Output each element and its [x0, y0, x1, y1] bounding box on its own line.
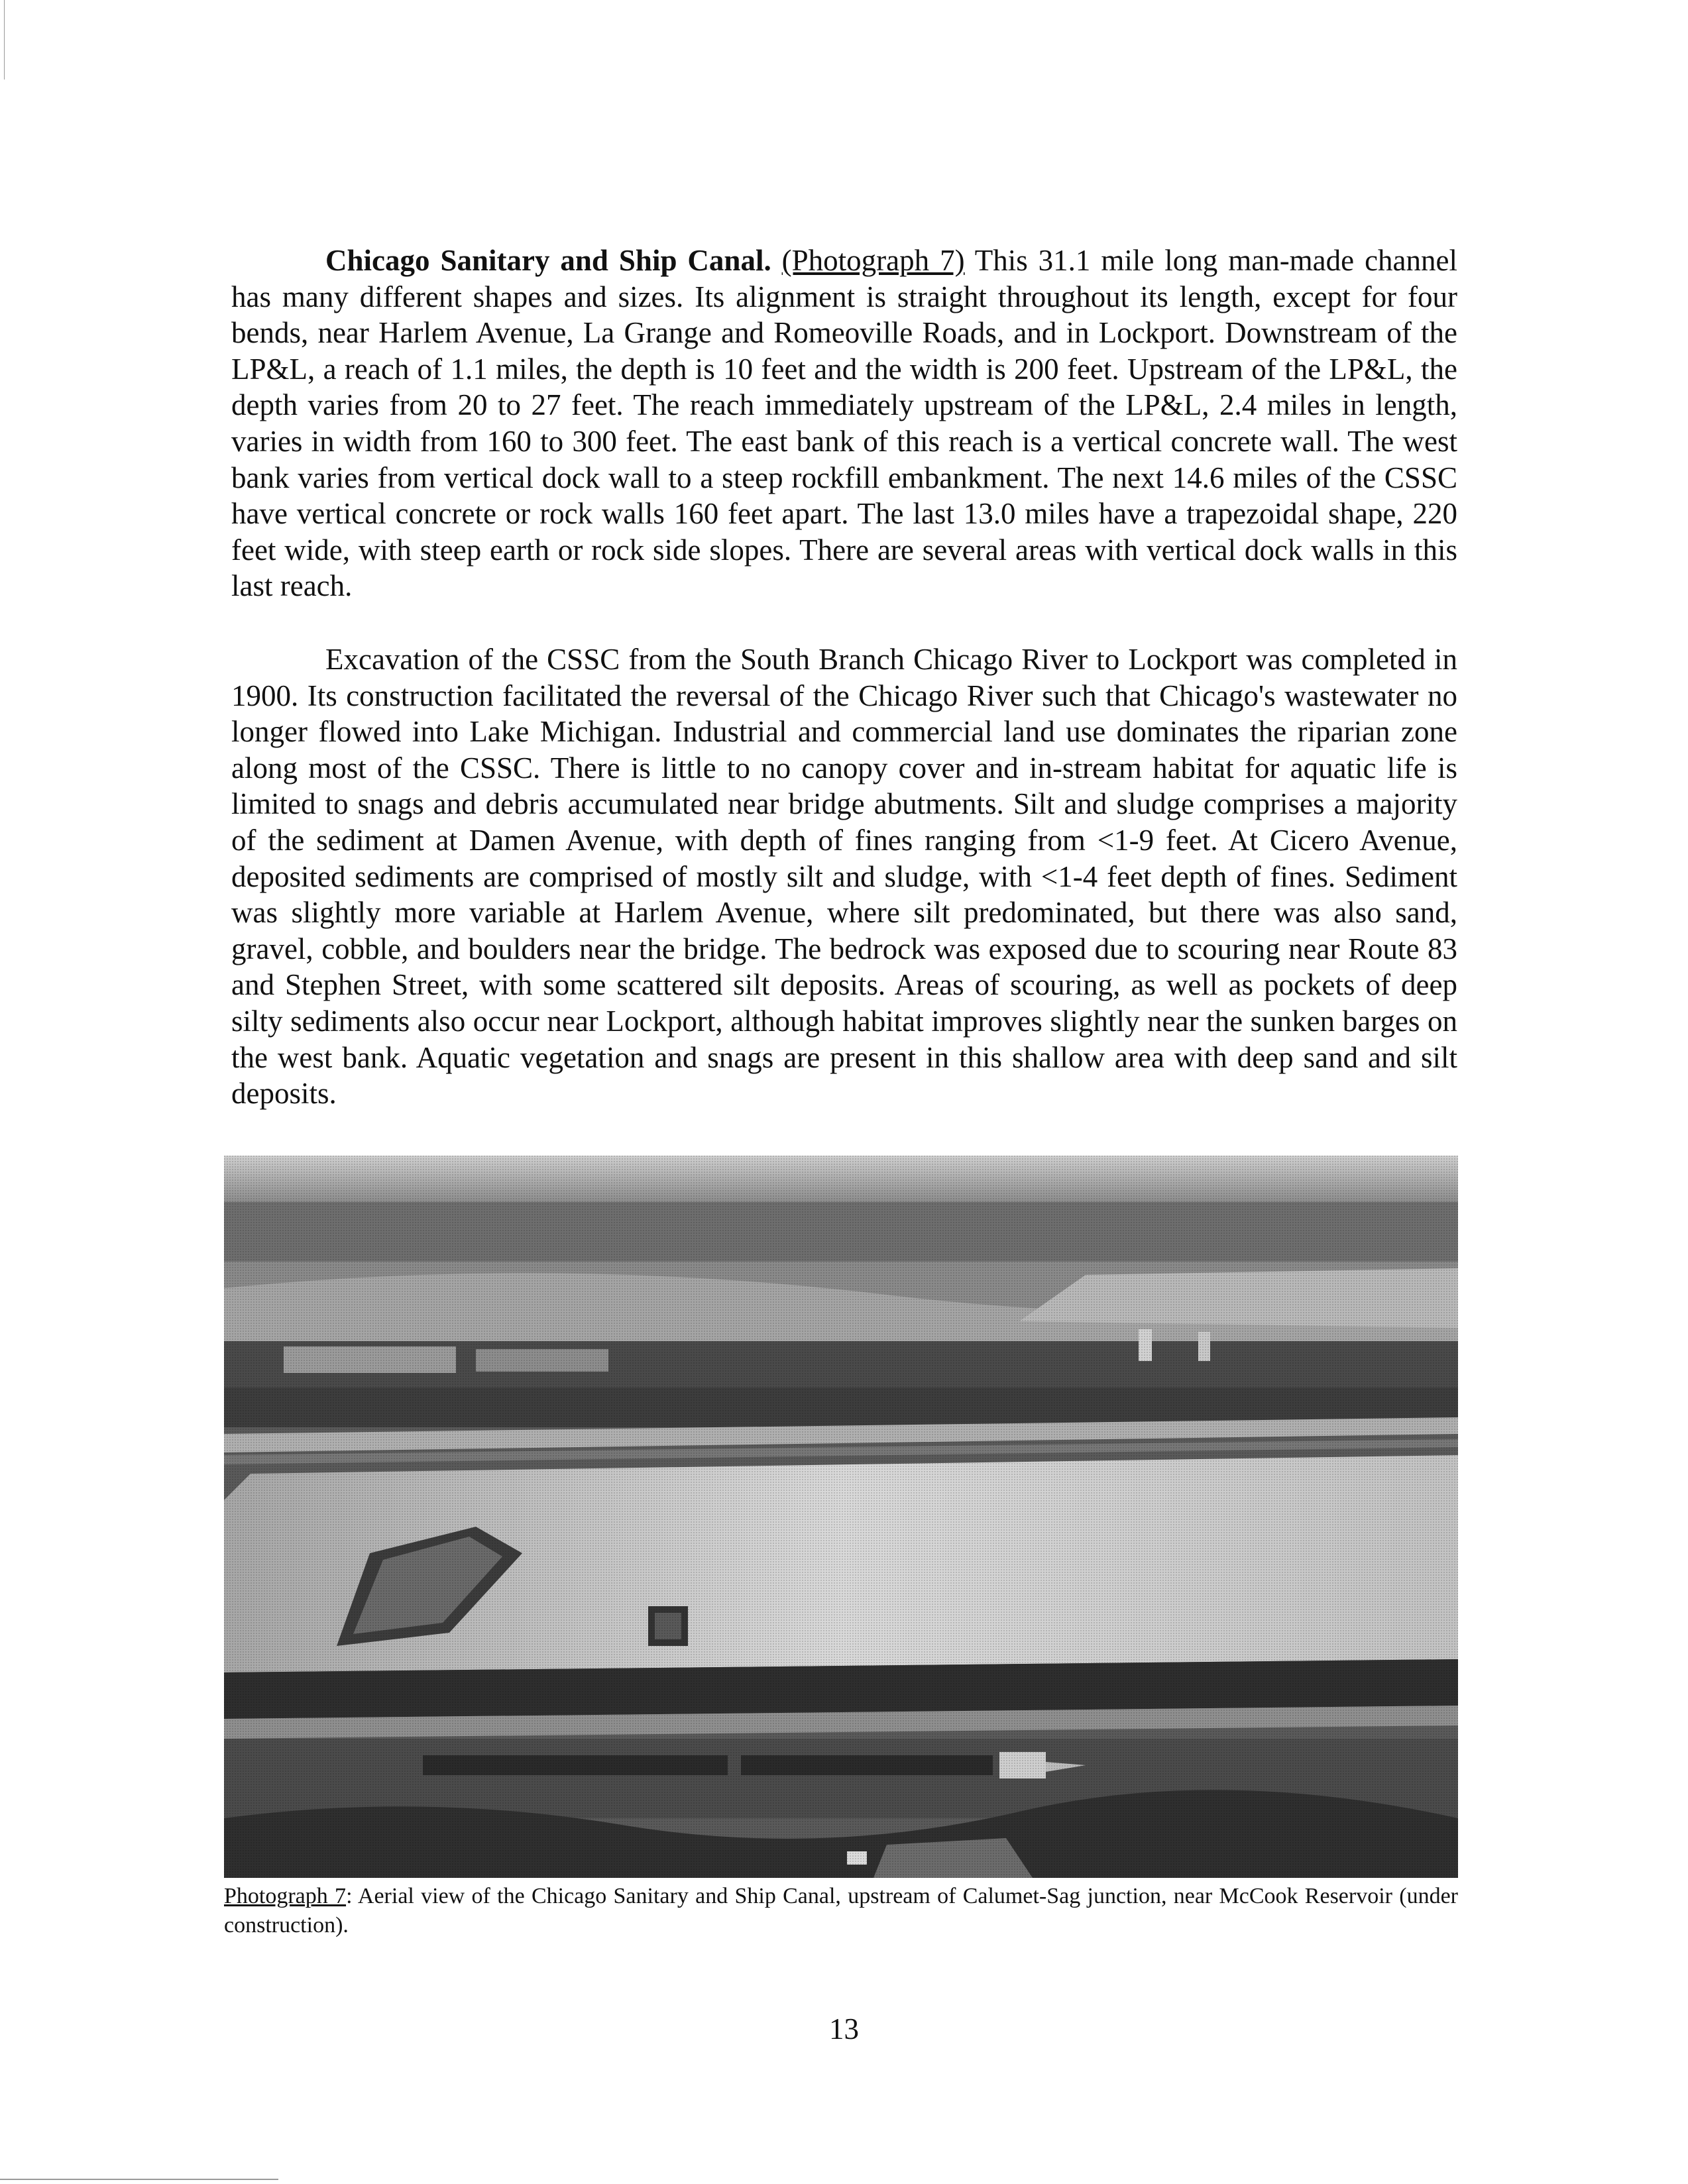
- aerial-photo-image: [224, 1156, 1458, 1878]
- photograph-caption: [224, 1882, 1458, 1940]
- caption-label-link[interactable]: Photograph 7: [224, 1884, 347, 1908]
- paragraph-excavation-history: [231, 641, 1457, 1112]
- caption-text: : Aerial view of the Chicago Sanitary and Ship Canal, upstream of Calumet-Sag junction, near McCook Reservoir (under construction).: [224, 1884, 1458, 1938]
- photograph-7-reference-link[interactable]: (Photograph 7): [781, 244, 965, 277]
- scan-artifact-left-line: [4, 0, 5, 80]
- paragraph-1-text: [231, 243, 1457, 604]
- scan-artifact-bottom-line: [0, 2179, 278, 2180]
- section-heading: Chicago Sanitary and Ship Canal.: [325, 244, 771, 277]
- aerial-photograph: [224, 1156, 1458, 1878]
- paragraph-2-text: Excavation of the CSSC from the South Branch Chicago River to Lockport was completed in 1900. Its construction facilitated the reversal of the Chicago River such that Chicago's wastewater no longer flowed into Lake Michigan. Industrial and commercial land use dominates the riparian zone along most of the CSSC. There is little to no canopy cover and in-stream habitat for aquatic life is limited to snags and debris accumulated near bridge abutments. Silt and sludge comprises a majority of the sediment at Damen Avenue, with depth of fines ranging from <1-9 feet. At Cicero Avenue, deposited sediments are comprised of mostly silt and sludge, with <1-4 feet depth of fines. Sediment was slightly more variable at Harlem Avenue, where silt predominated, but there was also sand, gravel, cobble, and boulders near the bridge. The bedrock was exposed due to scouring near Route 83 and Stephen Street, with some scattered silt deposits. Areas of scouring, as well as pockets of deep silty sediments also occur near Lockport, although habitat improves slightly near the sunken barges on the west bank. Aquatic vegetation and snags are present in this shallow area with deep sand and silt deposits.: [231, 643, 1457, 1111]
- paragraph-canal-description: [231, 243, 1457, 604]
- paragraph-1-body: This 31.1 mile long man-made channel has many different shapes and sizes. Its alignment is straight throughout its length, except for four bends, near Harlem Avenue, La Grange and Romeoville Roads, and in Lockport. Downstream of the LP&L, a reach of 1.1 miles, the depth is 10 feet and the width is 200 feet. Upstream of the LP&L, the depth varies from 20 to 27 feet. The reach immediately upstream of the LP&L, 2.4 miles in length, varies in width from 160 to 300 feet. The east bank of this reach is a vertical concrete wall. The west bank varies from vertical dock wall to a steep rockfill embankment. The next 14.6 miles of the CSSC have vertical concrete or rock walls 160 feet apart. The last 13.0 miles have a trapezoidal shape, 220 feet wide, with steep earth or rock side slopes. There are several areas with vertical dock walls in this last reach.: [231, 244, 1457, 603]
- page-number: 13: [829, 2012, 859, 2046]
